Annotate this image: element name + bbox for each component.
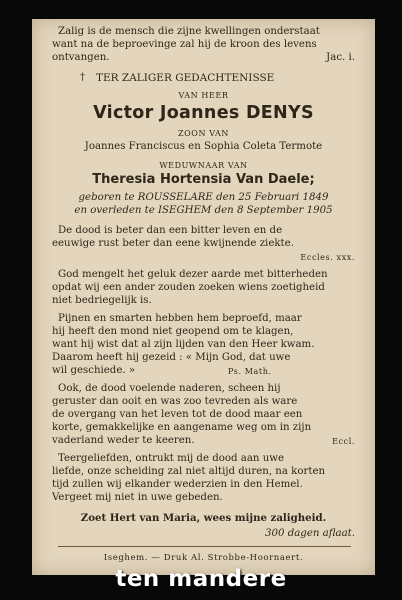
parents-names: Joannes Franciscus en Sophia Coleta Termote: [84, 141, 323, 152]
p2-line-2: opdat wij een ander zouden zoeken wiens zoetigheid: [52, 282, 325, 293]
p3-line-2: hij heeft den mond niet geopend om te klagen,: [52, 326, 294, 337]
top-quote-source: Jac. i.: [326, 52, 355, 63]
weduwnaar-label: WEDUWNAAR VAN: [159, 161, 248, 170]
memorial-heading: TER ZALIGER GEDACHTENISSE: [96, 72, 275, 84]
p4-line-3: de overgang van het leven tot de dood maar een: [52, 409, 303, 420]
bottom-divider: [58, 546, 351, 547]
p4-line-4: korte, gemakkelijke en aangename weg om in zijn: [52, 422, 312, 433]
p5-line-4: Vergeet mij niet in uwe gebeden.: [52, 492, 223, 503]
p1-source: Eccles. xxx.: [300, 253, 355, 262]
top-quote-line-2: want na de beproevinge zal hij de kroon des levens: [52, 39, 317, 50]
watermark-text: ten mandere: [115, 566, 287, 592]
deceased-name: Victor Joannes DENYS: [93, 103, 314, 123]
p4-line-2: geruster dan ooit en was zoo tevreden als ware: [52, 396, 298, 407]
p1-line-2: eeuwige rust beter dan eene kwijnende ziekte.: [52, 238, 294, 249]
p3-line-5: wil geschiede. »: [52, 365, 136, 376]
cross-icon: †: [80, 72, 86, 83]
p3-line-3: want hij wist dat al zijn lijden van den Heer kwam.: [52, 339, 315, 350]
spouse-name: Theresia Hortensia Van Daele;: [92, 172, 315, 187]
p2-line-3: niet bedriegelijk is.: [52, 295, 152, 306]
indulgence-line: 300 dagen aflaat.: [265, 528, 355, 539]
van-heer-label: VAN HEER: [178, 91, 229, 100]
top-quote-line-3: ontvangen.: [52, 52, 110, 63]
p3-source: Ps. Math.: [228, 367, 272, 376]
p4-line-5: vaderland weder te keeren.: [52, 435, 195, 446]
printer-line: Iseghem. — Druk Al. Strobbe-Hoornaert.: [103, 553, 304, 563]
memorial-card: [32, 19, 375, 575]
birth-info: geboren te ROUSSELARE den 25 Februari 1849: [78, 192, 329, 203]
death-info: en overleden te ISEGHEM den 8 September 1905: [74, 205, 333, 216]
p2-line-1: God mengelt het geluk dezer aarde met bitterheden: [58, 269, 328, 280]
p3-line-1: Pijnen en smarten hebben hem beproefd, maar: [58, 313, 302, 324]
p3-line-4: Daarom heeft hij gezeid : « Mijn God, dat uwe: [52, 352, 291, 363]
p5-line-3: tijd zullen wij elkander wederzien in den Hemel.: [52, 479, 303, 490]
p4-line-1: Ook, de dood voelende naderen, scheen hij: [58, 383, 281, 394]
top-quote-line-1: Zalig is de mensch die zijne kwellingen onderstaat: [58, 26, 320, 37]
p1-line-1: De dood is beter dan een bitter leven en de: [58, 225, 283, 236]
p5-line-1: Teergeliefden, ontrukt mij de dood aan uwe: [58, 453, 285, 464]
zoon-van-label: ZOON VAN: [177, 129, 230, 138]
prayer-line: Zoet Hert van Maria, wees mijne zaligheid.: [80, 512, 327, 524]
p4-source: Eccl.: [332, 437, 355, 446]
p5-line-2: liefde, onze scheiding zal niet altijd duren, na korten: [52, 466, 326, 477]
